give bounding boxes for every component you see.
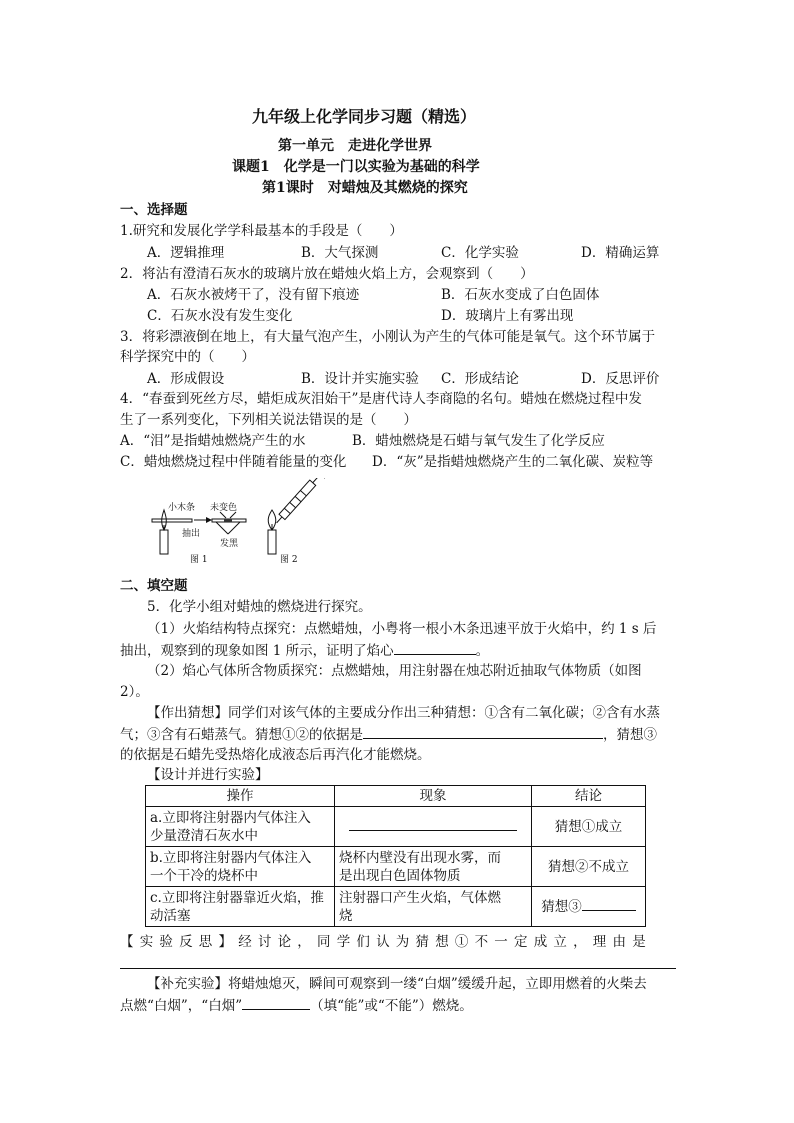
table-cell-conclusion: 猜想①成立: [532, 807, 646, 847]
q5-part1-line1: （1）火焰结构特点探究：点燃蜡烛，小粤将一根小木条迅速平放于火焰中，约 1 s 后: [147, 621, 657, 637]
q5-part2-line2: 2）。: [120, 684, 149, 700]
q4-option-c: C．蜡烛燃烧过程中伴随着能量的变化: [120, 454, 347, 470]
table-cell-phenomenon: 烧杯内壁没有出现水雾，而 是出现白色固体物质: [335, 847, 532, 887]
q3-option-c: C．形成结论: [441, 371, 519, 387]
q5-part1-line2: [120, 641, 489, 660]
table-row: [146, 807, 646, 847]
hypothesis-text: 气；③含有石蜡蒸气。猜想①②的依据是: [120, 727, 363, 743]
hypothesis-line2: [120, 725, 657, 744]
answer-blank-conclusion[interactable]: [582, 897, 636, 911]
label-unchanged: 未变色: [210, 503, 238, 513]
table-row: [146, 887, 646, 927]
figure2-candle-syringe: [268, 478, 325, 554]
table-cell-conclusion: 猜想②不成立: [532, 847, 646, 887]
label-pull: 抽出: [182, 529, 201, 539]
q3-option-a: A．形成假设: [147, 371, 225, 387]
q4-stem-line1: 4．“春蚕到死丝方尽，蜡炬成灰泪始干”是唐代诗人李商隐的名句。蜡烛在燃烧过程中发: [120, 391, 642, 407]
table-cell-operation: c.立即将注射器靠近火焰，推 动活塞: [146, 887, 335, 927]
figure1-label: 图 1: [190, 555, 208, 565]
table-header-phenomenon: 现象: [335, 786, 532, 807]
q2-stem: 2．将沾有澄清石灰水的玻璃片放在蜡烛火焰上方，会观察到（ ）: [120, 266, 534, 282]
table-header-conclusion: 结论: [532, 786, 646, 807]
table-header-row: [146, 786, 646, 807]
reflection-line: 【实验反思】经讨论，同学们认为猜想①不一定成立，理由是: [120, 934, 652, 950]
design-heading: 【设计并进行实验】: [147, 767, 269, 783]
candle-figures: [150, 478, 330, 570]
answer-blank-white-smoke[interactable]: [242, 996, 310, 1010]
supplement-line1: 【补充实验】将蜡烛熄灭，瞬间可观察到一缕“白烟”缓缓升起，立即用燃着的火柴去: [147, 976, 647, 992]
q2-option-b: B．石灰水变成了白色固体: [441, 287, 600, 303]
answer-blank-phenomenon[interactable]: [349, 817, 517, 831]
q5-part1-end: 。: [475, 643, 490, 659]
q3-option-d: D．反思评价: [581, 371, 660, 387]
section2-heading: 二、填空题: [120, 578, 188, 594]
table-cell-phenomenon: [335, 807, 532, 847]
unit-title: 第一单元 走进化学世界: [278, 138, 432, 154]
q4-option-a: A．“泪”是指蜡烛燃烧产生的水: [120, 433, 306, 449]
answer-blank-basis[interactable]: [363, 725, 603, 739]
table-cell-operation: b.立即将注射器内气体注入 一个干冷的烧杯中: [146, 847, 335, 887]
table-row: [146, 847, 646, 887]
q5-part1-text: 抽出，观察到的现象如图 1 所示，证明了焰心: [120, 643, 394, 659]
q5-intro: 5．化学小组对蜡烛的燃烧进行探究。: [147, 599, 372, 615]
q2-option-a: A．石灰水被烤干了，没有留下痕迹: [147, 287, 360, 303]
answer-blank-inner-flame[interactable]: [394, 641, 476, 655]
label-stick: 小木条: [168, 503, 196, 513]
q1-option-d: D．精确运算: [581, 245, 660, 261]
table-cell-operation: a.立即将注射器内气体注入 少量澄清石灰水中: [146, 807, 335, 847]
supplement-text: 点燃“白烟”，“白烟”: [120, 998, 243, 1014]
q3-stem-line1: 3．将彩漂液倒在地上，有大量气泡产生，小刚认为产生的气体可能是氧气。这个环节属于: [120, 329, 656, 345]
page-title: 九年级上化学同步习题（精选）: [252, 107, 477, 126]
q4-stem-line2: 生了一系列变化，下列相关说法错误的是（ ）: [120, 412, 417, 428]
period-title: 第1课时 对蜡烛及其燃烧的探究: [262, 180, 468, 196]
q4-option-b: B．蜡烛燃烧是石蜡与氧气发生了化学反应: [352, 433, 605, 449]
supplement-text-end: （填“能”或“不能”）燃烧。: [310, 998, 473, 1014]
q3-option-b: B．设计并实施实验: [301, 371, 419, 387]
q5-part2-line1: （2）焰心气体所含物质探究：点燃蜡烛，用注射器在烛芯附近抽取气体物质（如图: [147, 663, 642, 679]
label-black: 发黑: [220, 539, 239, 549]
q1-option-a: A．逻辑推理: [147, 245, 225, 261]
experiment-table: [145, 785, 646, 927]
table-cell-phenomenon: 注射器口产生火焰，气体燃 烧: [335, 887, 532, 927]
hypothesis-line1: 【作出猜想】同学们对该气体的主要成分作出三种猜想：①含有二氧化碳；②含有水蒸: [147, 705, 660, 721]
q1-option-b: B．大气探测: [301, 245, 379, 261]
lesson-title: 课题1 化学是一门以实验为基础的科学: [232, 159, 480, 175]
q3-stem-line2: 科学探究中的（ ）: [120, 349, 255, 365]
figure2-label: 图 2: [280, 555, 298, 565]
q1-stem: 1.研究和发展化学学科最基本的手段是（ ）: [120, 223, 403, 239]
q1-option-c: C．化学实验: [441, 245, 519, 261]
q2-option-c: C．石灰水没有发生变化: [147, 308, 293, 324]
q4-option-d: D．“灰”是指蜡烛燃烧产生的二氧化碳、炭粒等: [372, 454, 654, 470]
table-header-operation: 操作: [146, 786, 335, 807]
table-cell-conclusion: 猜想③: [532, 887, 646, 927]
hypothesis-text-cont: ，猜想③: [603, 727, 657, 743]
supplement-line2: [120, 996, 473, 1015]
answer-line-reflection[interactable]: [120, 968, 676, 969]
section1-heading: 一、选择题: [120, 202, 188, 218]
hypothesis-line3: 的依据是石蜡先受热熔化成液态后再汽化才能燃烧。: [120, 747, 431, 763]
q2-option-d: D．玻璃片上有雾出现: [441, 308, 574, 324]
